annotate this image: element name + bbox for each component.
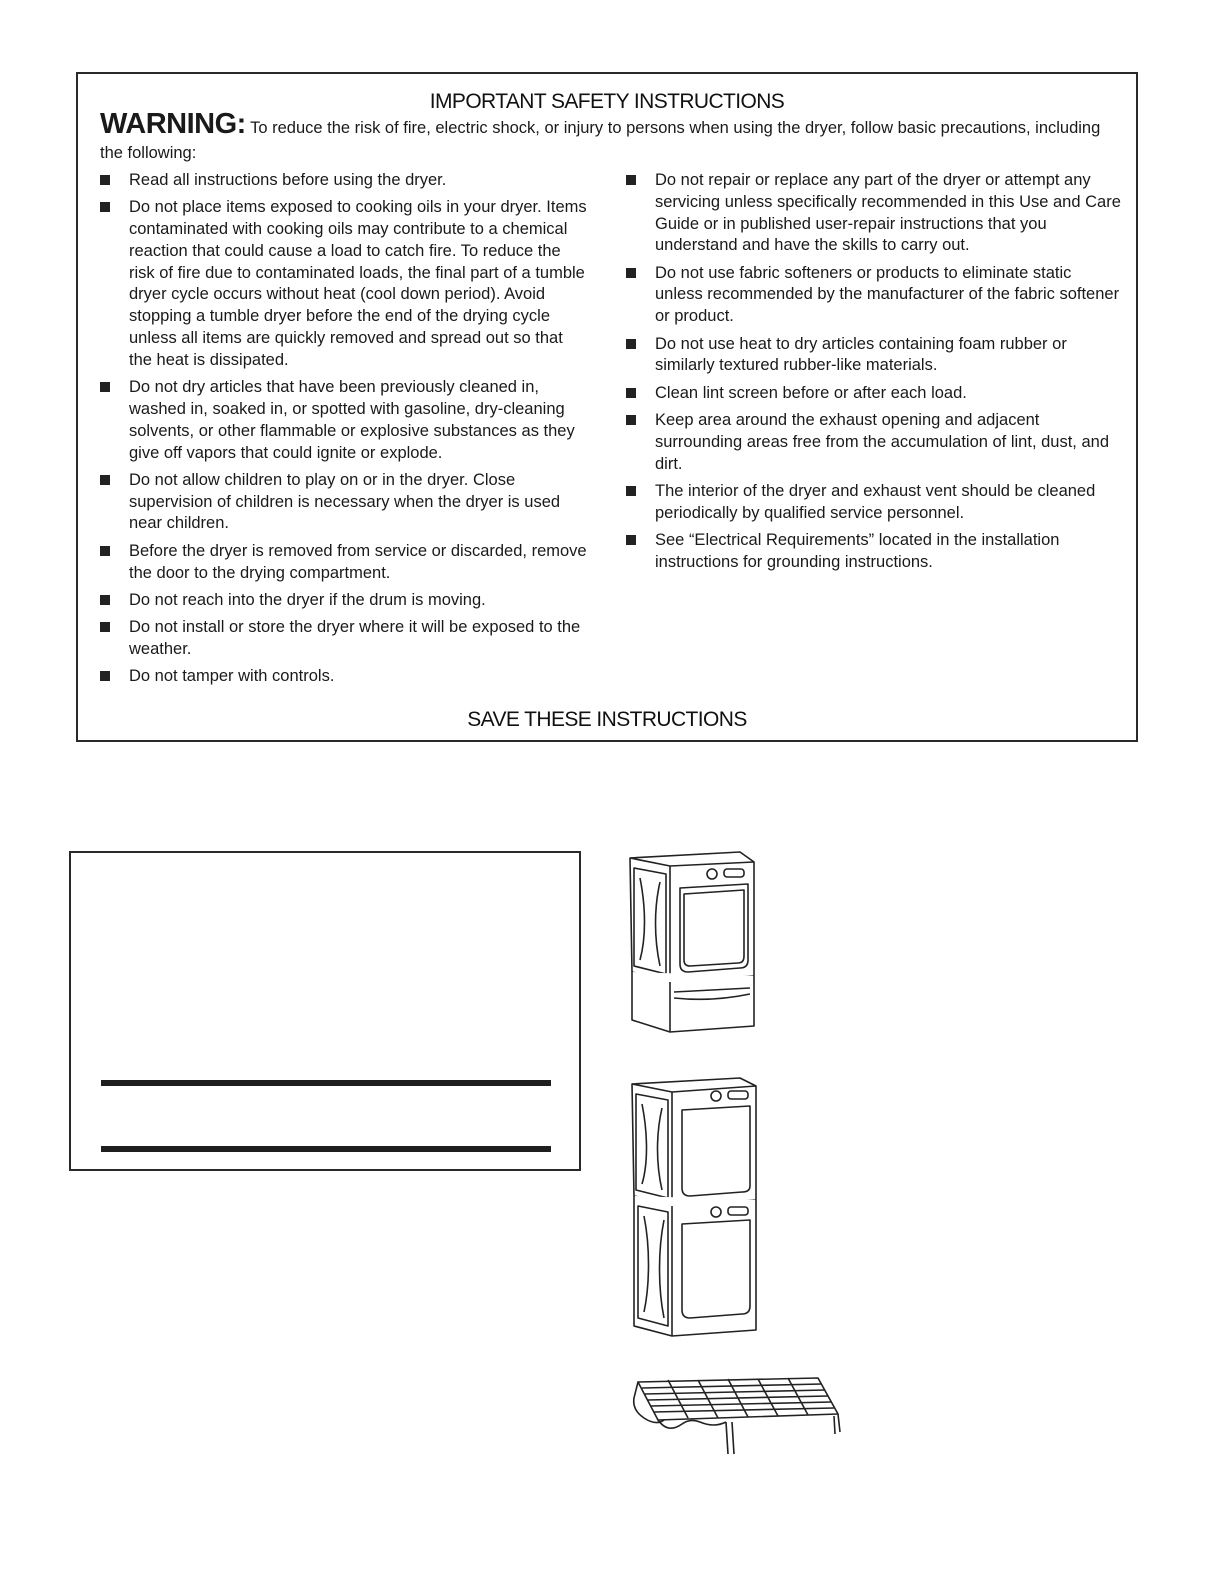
- blank-info-box: [69, 851, 581, 1171]
- warning-label: WARNING:: [100, 108, 246, 140]
- square-bullet-icon: [626, 486, 636, 496]
- list-item: Do not tamper with controls.: [100, 666, 590, 688]
- square-bullet-icon: [626, 535, 636, 545]
- list-item: Do not use heat to dry articles containing foam rubber or similarly textured rubber-like materials.: [626, 334, 1121, 378]
- square-bullet-icon: [626, 175, 636, 185]
- list-item: Do not place items exposed to cooking oils in your dryer. Items contaminated with cooking oils may contribute to a chemical reaction that could cause a load to catch fire. To reduce the risk of fire due to contaminated loads, the final part of a tumble dryer cycle occurs without heat (cool down period). Avoid stopping a tumble dryer before the end of the drying cycle unless all items are quickly removed and spread out so that the heat is dissipated.: [100, 197, 590, 371]
- square-bullet-icon: [100, 671, 110, 681]
- square-bullet-icon: [100, 475, 110, 485]
- right-instruction-list: [626, 170, 1121, 579]
- left-instruction-list: [100, 170, 590, 694]
- list-item: Before the dryer is removed from service or discarded, remove the door to the drying compartment.: [100, 541, 590, 585]
- square-bullet-icon: [626, 339, 636, 349]
- square-bullet-icon: [626, 415, 636, 425]
- square-bullet-icon: [626, 388, 636, 398]
- list-item: Do not repair or replace any part of the dryer or attempt any servicing unless specifically recommended in this Use and Care Guide or in published user-repair instructions that you understand and have the skills to carry out.: [626, 170, 1121, 257]
- list-item: Keep area around the exhaust opening and adjacent surrounding areas free from the accumulation of lint, dust, and dirt.: [626, 410, 1121, 475]
- square-bullet-icon: [100, 175, 110, 185]
- list-item: Do not dry articles that have been previously cleaned in, washed in, soaked in, or spotted with gasoline, dry-cleaning solvents, or other flammable or explosive substances as they give off vapors that could ignite or explode.: [100, 377, 590, 464]
- list-item: The interior of the dryer and exhaust vent should be cleaned periodically by qualified service personnel.: [626, 481, 1121, 525]
- square-bullet-icon: [626, 268, 636, 278]
- stacked-washer-dryer-illustration: [620, 1074, 765, 1344]
- list-item: Read all instructions before using the dryer.: [100, 170, 590, 192]
- square-bullet-icon: [100, 546, 110, 556]
- list-item: Do not use fabric softeners or products to eliminate static unless recommended by the manufacturer of the fabric softener or product.: [626, 263, 1121, 328]
- list-item: Do not allow children to play on or in the dryer. Close supervision of children is necessary when the dryer is used near children.: [100, 470, 590, 535]
- list-item: Do not reach into the dryer if the drum is moving.: [100, 590, 590, 612]
- square-bullet-icon: [100, 622, 110, 632]
- dryer-on-pedestal-illustration: [620, 848, 765, 1038]
- save-instructions-heading: SAVE THESE INSTRUCTIONS: [467, 708, 747, 731]
- square-bullet-icon: [100, 595, 110, 605]
- square-bullet-icon: [100, 202, 110, 212]
- warning-text: To reduce the risk of fire, electric shock, or injury to persons when using the dryer, follow basic precautions, including the following:: [100, 119, 1101, 162]
- list-item: Clean lint screen before or after each load.: [626, 383, 1121, 405]
- list-item: See “Electrical Requirements” located in the installation instructions for grounding instructions.: [626, 530, 1121, 574]
- square-bullet-icon: [100, 382, 110, 392]
- safety-title: IMPORTANT SAFETY INSTRUCTIONS: [429, 90, 785, 113]
- warning-paragraph: [100, 108, 1125, 166]
- list-item: Do not install or store the dryer where it will be exposed to the weather.: [100, 617, 590, 661]
- safety-instructions-box: [76, 72, 1138, 742]
- heavy-rule: [101, 1080, 551, 1086]
- drying-rack-illustration: [628, 1372, 848, 1462]
- heavy-rule: [101, 1146, 551, 1152]
